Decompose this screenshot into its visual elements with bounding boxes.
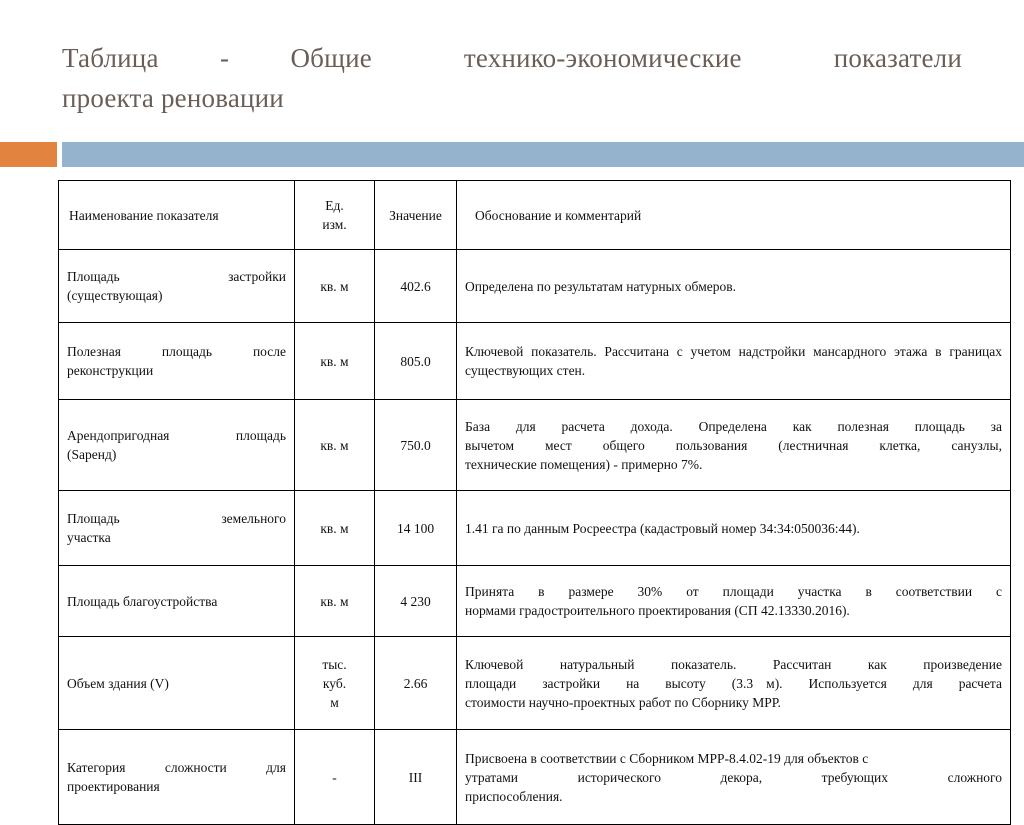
table-row xyxy=(59,491,1011,566)
cell-indicator-name-line-1: Площадь благоустройства xyxy=(67,593,218,609)
header-cell-unit-line-1: Ед. xyxy=(325,198,344,213)
cell-indicator-name-line-2: (Sаренд) xyxy=(67,447,117,462)
cell-indicator-name-line-1: Категория сложности для xyxy=(67,760,286,775)
cell-note-line-1: Присвоена в соответствии с Сборником МРР-8.4.02-19 для объектов с xyxy=(465,750,869,766)
cell-indicator-name-line-1: Площадь застройки xyxy=(67,269,286,284)
cell-indicator-name-line-1: Площадь земельного xyxy=(67,511,286,526)
page-title-line-2: проекта реновации xyxy=(62,83,284,113)
cell-note-line-1: База для расчета дохода. Определена как полезная площадь за xyxy=(465,418,1002,434)
cell-note-line-3: технические помещения) - примерно 7%. xyxy=(465,456,703,472)
cell-note xyxy=(457,250,1011,323)
cell-note xyxy=(457,566,1011,637)
cell-indicator-name-line-2: участка xyxy=(67,530,111,545)
table-row xyxy=(59,566,1011,637)
cell-unit: кв. м xyxy=(295,323,375,400)
accent-bar-orange xyxy=(0,142,57,167)
table-row xyxy=(59,323,1011,400)
cell-note xyxy=(457,323,1011,400)
indicators-table xyxy=(58,180,1011,825)
cell-unit-line-1: тыс. xyxy=(322,656,347,672)
cell-indicator-name-line-1: Объем здания (V) xyxy=(67,675,169,691)
cell-unit-line-3: м xyxy=(330,694,339,710)
cell-value: 402.6 xyxy=(375,250,457,323)
accent-bar-blue xyxy=(62,142,1024,167)
cell-indicator-name xyxy=(59,566,295,637)
cell-value: 805.0 xyxy=(375,323,457,400)
cell-note xyxy=(457,730,1011,825)
cell-unit: кв. м xyxy=(295,400,375,491)
cell-note-line-2: нормами градостроительного проектирования (СП 42.13330.2016). xyxy=(465,603,850,618)
cell-note-line-2: площади застройки на высоту (3.3 м). Используется для расчета xyxy=(465,675,1002,691)
cell-indicator-name-line-2: проектирования xyxy=(67,779,160,794)
page-title-line-1: Таблица - Общие технико-экономические показатели xyxy=(62,43,962,73)
cell-indicator-name xyxy=(59,637,295,730)
cell-value: 4 230 xyxy=(375,566,457,637)
cell-note-line-1: Принята в размере 30% от площади участка в соответствии с xyxy=(465,584,1002,599)
table-row xyxy=(59,250,1011,323)
cell-note xyxy=(457,491,1011,566)
indicators-table-container xyxy=(58,180,1010,825)
cell-note-line-3: стоимости научно-проектных работ по Сборнику МРР. xyxy=(465,694,781,710)
cell-indicator-name-line-1: Полезная площадь после xyxy=(67,344,286,359)
cell-value: 750.0 xyxy=(375,400,457,491)
cell-note-line-3: приспособления. xyxy=(465,788,563,804)
decorative-bar-row xyxy=(0,142,1024,167)
cell-value: 2.66 xyxy=(375,637,457,730)
header-cell-unit-line-2: изм. xyxy=(322,217,347,232)
table-header-row xyxy=(59,181,1011,250)
cell-note-line-2: утратами исторического декора, требующих сложного xyxy=(465,769,1002,785)
table-row xyxy=(59,400,1011,491)
cell-unit: - xyxy=(295,730,375,825)
cell-indicator-name xyxy=(59,400,295,491)
table-row xyxy=(59,730,1011,825)
cell-unit: кв. м xyxy=(295,491,375,566)
cell-indicator-name xyxy=(59,250,295,323)
cell-note-line-1: Ключевой показатель. Рассчитана с учетом надстройки мансардного xyxy=(465,344,887,359)
cell-unit: кв. м xyxy=(295,250,375,323)
cell-indicator-name xyxy=(59,323,295,400)
header-cell-value: Значение xyxy=(375,181,457,250)
cell-note xyxy=(457,400,1011,491)
cell-indicator-name-line-2: реконструкции xyxy=(67,363,154,378)
page-title xyxy=(62,38,962,118)
cell-unit xyxy=(295,637,375,730)
cell-note-line-2: вычетом мест общего пользования (лестничная клетка, санузлы, xyxy=(465,437,1002,453)
cell-unit-line-2: куб. xyxy=(322,675,347,691)
cell-indicator-name-line-1: Арендопригодная площадь xyxy=(67,428,286,443)
cell-note-line-1: 1.41 га по данным Росреестра (кадастровый номер 34:34:050036:44). xyxy=(465,520,860,536)
table-row xyxy=(59,637,1011,730)
cell-value: 14 100 xyxy=(375,491,457,566)
header-cell-name: Наименование показателя xyxy=(59,181,295,250)
header-cell-unit xyxy=(295,181,375,250)
cell-indicator-name xyxy=(59,491,295,566)
cell-unit: кв. м xyxy=(295,566,375,637)
cell-note-line-1: Ключевой натуральный показатель. Рассчитан как произведение xyxy=(465,656,1002,672)
cell-note-line-1: Определена по результатам натурных обмеров. xyxy=(465,278,737,294)
cell-indicator-name xyxy=(59,730,295,825)
cell-value: III xyxy=(375,730,457,825)
cell-note xyxy=(457,637,1011,730)
cell-indicator-name-line-2: (существующая) xyxy=(67,288,163,303)
header-cell-note: Обоснование и комментарий xyxy=(457,181,1011,250)
cell-note-line-2: этажа в границах существующих стен. xyxy=(465,344,1003,378)
